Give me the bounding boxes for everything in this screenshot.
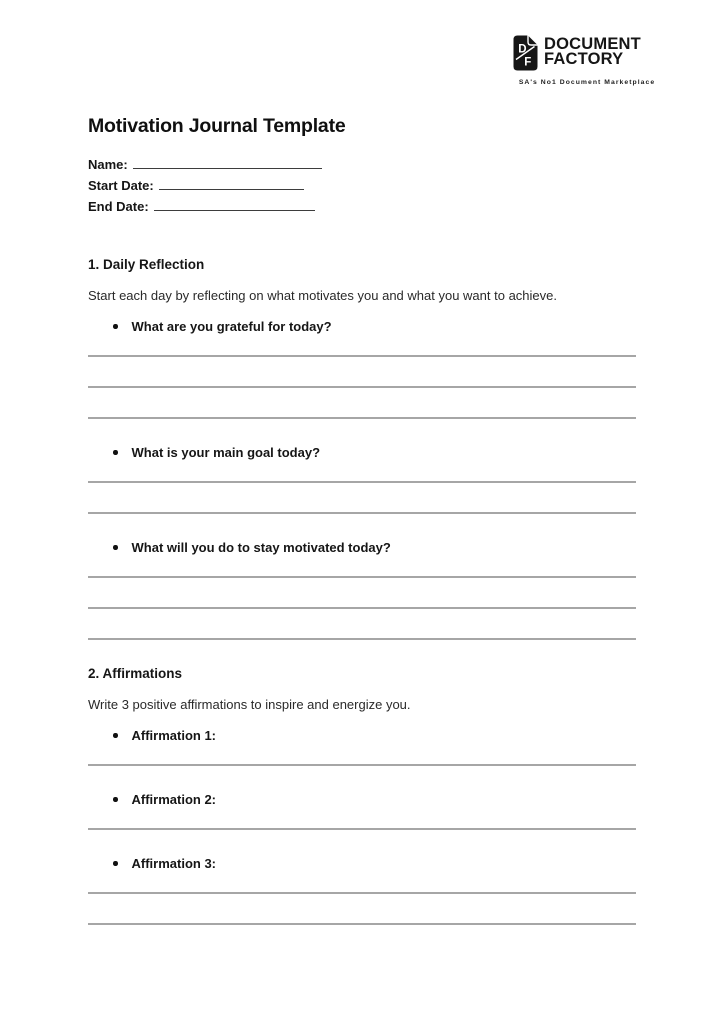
writing-line: [88, 607, 636, 609]
blank-line-end-date: [154, 200, 315, 211]
writing-line: [88, 481, 636, 483]
field-row-name: [88, 154, 636, 175]
field-label-name: Name:: [88, 157, 128, 172]
field-row-end-date: [88, 196, 636, 217]
writing-line: [88, 355, 636, 357]
document-file-icon: [512, 34, 539, 72]
writing-line: [88, 892, 636, 894]
writing-line: [88, 512, 636, 514]
section-intro-affirmations: Write 3 positive affirmations to inspire and energize you.: [88, 697, 411, 712]
writing-line: [88, 417, 636, 419]
bullet-icon: [113, 545, 118, 550]
writing-line: [88, 828, 636, 830]
bullet-prompt-main-goal: [113, 445, 636, 460]
monogram-letter-f: F: [524, 56, 532, 69]
bullet-icon: [113, 450, 118, 455]
field-label-end-date: End Date:: [88, 199, 149, 214]
brand-name: [544, 34, 641, 67]
blank-line-name: [133, 158, 322, 169]
brand-logo-row: [512, 34, 662, 72]
section-heading-affirmations: 2. Affirmations: [88, 666, 183, 681]
brand-logo: [512, 34, 662, 86]
fields-block: [88, 154, 636, 217]
prompt-label: Affirmation 2:: [131, 792, 216, 807]
bullet-icon: [113, 324, 118, 329]
writing-line: [88, 923, 636, 925]
bullet-icon: [113, 733, 118, 738]
bullet-icon: [113, 797, 118, 802]
bullet-prompt-affirmation-1: [113, 728, 636, 743]
brand-name-line2: FACTORY: [544, 50, 624, 68]
writing-line: [88, 764, 636, 766]
writing-line: [88, 386, 636, 388]
prompt-label: Affirmation 3:: [131, 856, 216, 871]
bullet-prompt-affirmation-3: [113, 856, 636, 871]
brand-name-line1: DOCUMENT: [544, 35, 641, 53]
page-title: Motivation Journal Template: [88, 115, 346, 137]
monogram-letter-d: D: [518, 43, 527, 56]
prompt-label: Affirmation 1:: [131, 728, 216, 743]
bullet-prompt-stay-motivated: [113, 540, 636, 555]
field-row-start-date: [88, 175, 636, 196]
field-label-start-date: Start Date:: [88, 178, 154, 193]
section-intro-daily-reflection: Start each day by reflecting on what motivates you and what you want to achieve.: [88, 288, 557, 303]
section-heading-daily-reflection: 1. Daily Reflection: [88, 257, 205, 272]
writing-line: [88, 576, 636, 578]
bullet-icon: [113, 861, 118, 866]
prompt-label: What is your main goal today?: [131, 445, 321, 460]
writing-line: [88, 638, 636, 640]
bullet-prompt-grateful: [113, 319, 636, 334]
brand-tagline: SA's No1 Document Marketplace: [518, 79, 656, 86]
bullet-prompt-affirmation-2: [113, 792, 636, 807]
prompt-label: What will you do to stay motivated today?: [131, 540, 391, 555]
blank-line-start-date: [159, 179, 304, 190]
prompt-label: What are you grateful for today?: [131, 319, 332, 334]
